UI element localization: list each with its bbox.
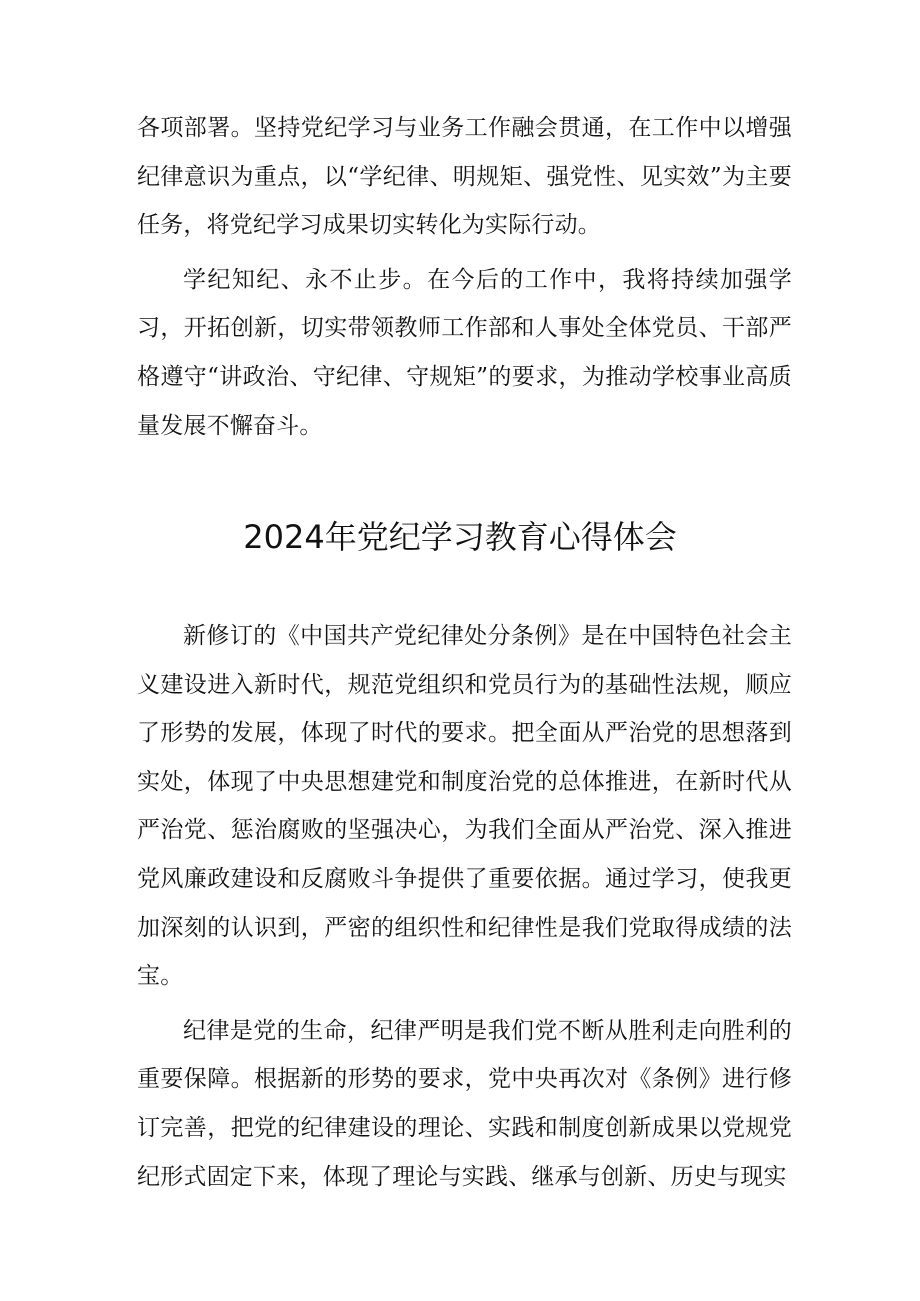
continuation-paragraph: 各项部署。坚持党纪学习与业务工作融会贯通，在工作中以增强纪律意识为重点，以“学纪律、明规矩、强党性、见实效”为主要任务，将党纪学习成果切实转化为实际行动。 <box>137 115 792 239</box>
body-paragraph-2: 纪律是党的生命，纪律严明是我们党不断从胜利走向胜利的重要保障。根据新的形势的要求，党中央再次对《条例》进行修订完善，把党的纪律建设的理论、实践和制度创新成果以党规党纪形式固定下来，体现了理论与实践、继承与创新、历史与现实 <box>137 1017 792 1190</box>
article-body <box>137 612 792 1201</box>
document-title: 2024年党纪学习教育心得体会 <box>243 518 677 556</box>
closing-paragraph: 学纪知纪、永不止步。在今后的工作中，我将持续加强学习，开拓创新，切实带领教师工作部和人事处全体党员、干部严格遵守“讲政治、守纪律、守规矩”的要求，为推动学校事业高质量发展不懈奋斗。 <box>137 266 792 439</box>
top-section <box>137 104 792 450</box>
body-paragraph-1: 新修订的《中国共产党纪律处分条例》是在中国特色社会主义建设进入新时代，规范党组织和党员行为的基础性法规，顺应了形势的发展，体现了时代的要求。把全面从严治党的思想落到实处，体现了中央思想建党和制度治党的总体推进，在新时代从严治党、惩治腐败的坚强决心，为我们全面从严治党、深入推进党风廉政建设和反腐败斗争提供了重要依据。通过学习，使我更加深刻的认识到，严密的组织性和纪律性是我们党取得成绩的法宝。 <box>137 623 792 990</box>
